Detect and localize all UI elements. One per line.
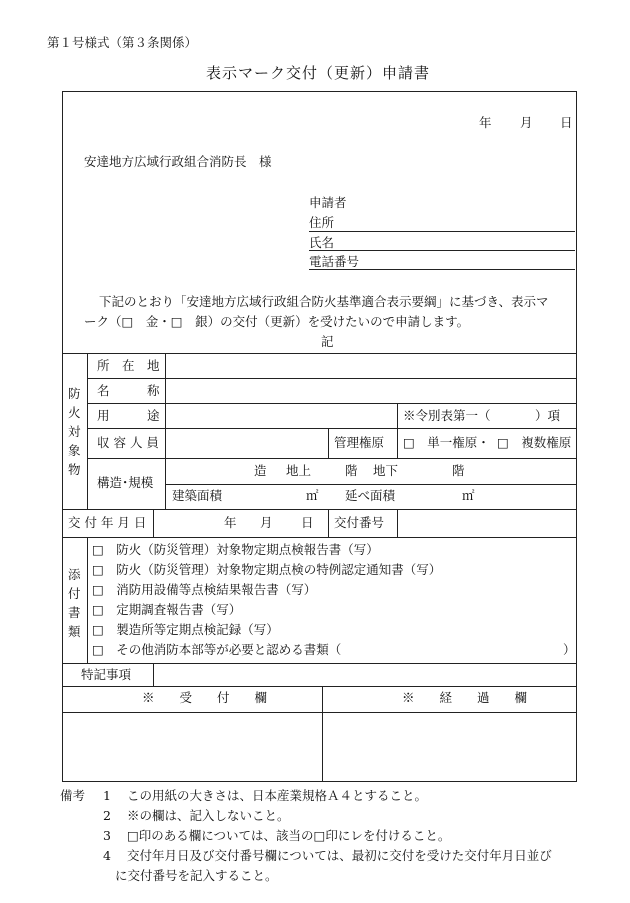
issue-number-label: 交付番号: [334, 515, 385, 530]
note-1-text: この用紙の大きさは、日本産業規格Ａ４とすること。: [127, 788, 428, 803]
location-input[interactable]: [166, 354, 576, 378]
issue-date-label: 交 付 年 月 日: [68, 515, 147, 530]
building-area-unit: ㎡: [306, 488, 319, 503]
special-notes-input[interactable]: [154, 664, 576, 686]
note-4-text: 交付年月日及び交付番号欄については、最初に交付を受けた交付年月日並び: [127, 848, 552, 863]
structure-floor1: 階: [345, 463, 358, 478]
reception-area: [63, 713, 322, 781]
attachment-item-5[interactable]: □ 製造所等定期点検記録（写）: [92, 622, 279, 637]
note-4-num: 4: [103, 848, 111, 863]
location-label: 所 在 地: [97, 358, 160, 373]
form-number: 第１号様式（第３条関係）: [47, 35, 198, 50]
attachment-item-6[interactable]: □ その他消防本部等が必要と認める書類（: [92, 642, 342, 657]
name-input[interactable]: [166, 379, 576, 403]
attachment-item-4[interactable]: □ 定期調査報告書（写）: [92, 602, 242, 617]
reception-header: ※ 受 付 欄: [142, 690, 268, 705]
note-2-num: 2: [103, 808, 111, 823]
grid-line: [62, 686, 577, 687]
grid-line: [328, 428, 329, 458]
capacity-input[interactable]: [166, 429, 328, 458]
applicant-name-label: 氏名: [309, 235, 335, 250]
notes-heading: 備考: [60, 788, 86, 803]
applicant-address-label: 住所: [309, 215, 335, 230]
structure-zou: 造: [254, 463, 267, 478]
use-note-suffix: ）項: [535, 408, 561, 423]
building-area-label: 建築面積: [172, 488, 223, 503]
grid-line: [87, 353, 88, 509]
grid-line: [328, 509, 329, 537]
phone-underline[interactable]: [309, 269, 575, 270]
grid-line: [62, 537, 577, 538]
name-underline[interactable]: [309, 250, 575, 251]
applicant-heading: 申請者: [309, 195, 347, 210]
authority-multi-checkbox[interactable]: □ 複数権原: [497, 435, 572, 450]
grid-line: [397, 428, 398, 458]
use-note-prefix: ※令別表第一（: [403, 408, 491, 423]
note-3-text: □印のある欄については、該当の□印にレを付けること。: [127, 828, 451, 843]
use-label: 用 途: [97, 408, 160, 423]
issue-year-label: 年: [224, 515, 237, 530]
progress-area: [323, 713, 576, 781]
grid-line: [87, 428, 577, 429]
structure-above: 地上: [286, 463, 312, 478]
issue-day-label: 日: [301, 515, 314, 530]
use-input[interactable]: [166, 404, 397, 428]
floor-area-label: 延べ面積: [345, 488, 396, 503]
structure-below: 地下: [373, 463, 399, 478]
special-notes-label: 特記事項: [81, 667, 132, 682]
note-4-continuation: に交付番号を記入すること。: [115, 868, 278, 883]
attachments-side-label: 添 付 書 類: [68, 567, 81, 639]
date-month-label: 月: [520, 115, 533, 130]
capacity-label: 収 容 人 員: [97, 435, 159, 450]
grid-line: [153, 509, 154, 537]
structure-floor2: 階: [452, 463, 465, 478]
structure-label: 構造･規模: [97, 475, 154, 490]
grid-line: [87, 458, 577, 459]
issue-number-input[interactable]: [398, 510, 576, 537]
progress-header: ※ 経 過 欄: [402, 690, 528, 705]
authority-label: 管理権原: [334, 435, 385, 450]
name-label: 名 称: [97, 383, 160, 398]
floor-area-unit: ㎡: [462, 488, 475, 503]
request-text-line1: 下記のとおり「安達地方広域行政組合防火基準適合表示要綱」に基づき、表示マ: [99, 294, 549, 309]
page-title: 表示マーク交付（更新）申請書: [206, 64, 431, 82]
grid-line: [165, 484, 577, 485]
date-year-label: 年: [479, 115, 492, 130]
note-2-text: ※の欄は、記入しないこと。: [127, 808, 290, 823]
issue-month-label: 月: [260, 515, 273, 530]
addressee: 安達地方広域行政組合消防長 様: [84, 154, 272, 169]
attachment-item-1[interactable]: □ 防火（防災管理）対象物定期点検報告書（写）: [92, 542, 379, 557]
address-underline[interactable]: [309, 231, 575, 232]
authority-single-checkbox[interactable]: □ 単一権原・: [403, 435, 490, 450]
note-3-num: 3: [103, 828, 111, 843]
target-side-label: 防 火 対 象 物: [68, 386, 81, 477]
ki-label: 記: [321, 334, 334, 349]
date-day-label: 日: [560, 115, 573, 130]
grid-line: [397, 403, 398, 428]
grid-line: [87, 537, 88, 663]
applicant-phone-label: 電話番号: [309, 254, 360, 269]
note-1-num: 1: [103, 788, 111, 803]
attachment-item-2[interactable]: □ 防火（防災管理）対象物定期点検の特例認定通知書（写）: [92, 562, 442, 577]
request-text-line2: ーク（□ 金・□ 銀）の交付（更新）を受けたいので申請します。: [84, 314, 470, 329]
attachment-item-3[interactable]: □ 消防用設備等点検結果報告書（写）: [92, 582, 317, 597]
attachment-close-paren: ）: [563, 642, 576, 657]
